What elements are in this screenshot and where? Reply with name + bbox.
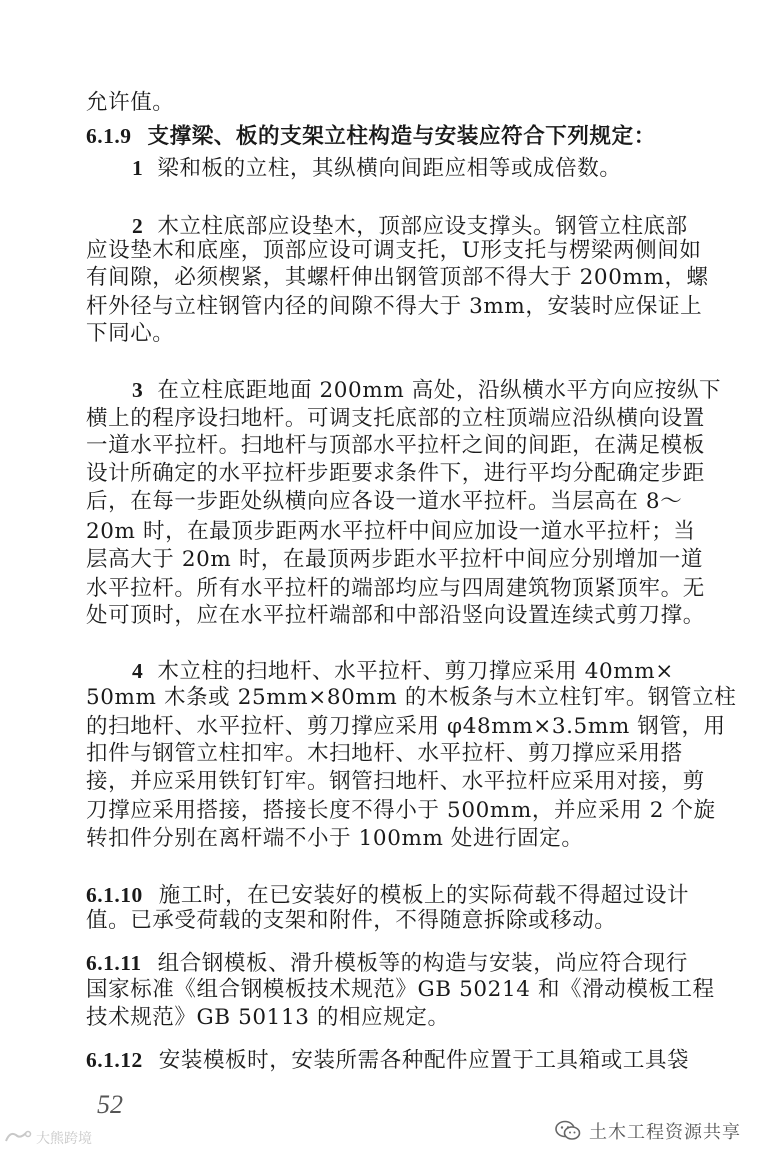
text-line <box>86 487 682 517</box>
clause-number: 6.1.9 <box>86 124 132 148</box>
line-text: 施工时，在已安装好的模板上的实际荷载不得超过设计 <box>158 883 690 908</box>
text-line <box>86 431 705 461</box>
clause-number: 6.1.12 <box>86 1048 143 1072</box>
line-text: 木立柱的扫地杆、水平拉杆、剪刀撑应采用 40mm× <box>157 659 674 684</box>
camera-icon <box>4 1129 32 1147</box>
line-text: 一道水平拉杆。扫地杆与顶部水平拉杆之间的间距，在满足模板 <box>86 433 705 458</box>
text-line <box>86 517 695 547</box>
text-line <box>86 459 705 489</box>
line-text: 接，并应采用铁钉钉牢。钢管扫地杆、水平拉杆应采用对接，剪 <box>86 769 705 794</box>
wechat-icon <box>555 1120 581 1142</box>
text-line <box>86 1045 689 1076</box>
line-text: 支撑梁、板的支架立柱构造与安装应符合下列规定： <box>147 124 656 149</box>
text-line <box>86 88 174 118</box>
line-text: 杆外径与立柱钢管内径的间隙不得大于 3mm，安装时应保证上 <box>86 294 703 319</box>
text-line <box>86 683 736 713</box>
text-line <box>86 263 709 293</box>
page-number: 52 <box>97 1090 123 1119</box>
source-watermark-text: 土木工程资源共享 <box>589 1122 741 1143</box>
text-line <box>86 975 715 1005</box>
line-text: 转扣件分别在离杆端不小于 100mm 处进行固定。 <box>86 826 584 851</box>
text-line <box>86 739 683 769</box>
text-line <box>86 712 726 742</box>
line-text: 有间隙，必须楔紧，其螺杆伸出钢管顶部不得大于 200mm，螺 <box>86 265 709 290</box>
text-line <box>86 236 701 266</box>
line-text: 允许值。 <box>86 90 175 115</box>
text-line <box>132 153 621 184</box>
line-text: 处可顶时，应在水平拉杆端部和中部沿竖向设置连续式剪刀撑。 <box>86 603 705 628</box>
line-text: 的扫地杆、水平拉杆、剪刀撑应采用 φ48mm×3.5mm 钢管，用 <box>86 714 726 739</box>
clause-number: 6.1.10 <box>86 883 143 907</box>
item-number: 1 <box>132 156 144 180</box>
text-line <box>86 121 656 152</box>
line-text: 20m 时，在最顶步距两水平拉杆中间应加设一道水平拉杆；当 <box>86 519 696 544</box>
text-line <box>86 824 583 854</box>
text-line <box>132 375 721 406</box>
text-line <box>86 404 705 434</box>
line-text: 水平拉杆。所有水平拉杆的端部均应与四周建筑物顶紧顶牢。无 <box>86 576 705 601</box>
line-text: 50mm 木条或 25mm×80mm 的木板条与木立柱钉牢。钢管立柱 <box>86 685 737 710</box>
item-number: 4 <box>132 659 144 683</box>
line-text: 刀撑应采用搭接，搭接长度不得小于 500mm，并应采用 2 个旋 <box>86 798 716 823</box>
line-text: 扣件与钢管立柱扣牢。木扫地杆、水平拉杆、剪刀撑应采用搭 <box>86 741 683 766</box>
item-number: 3 <box>132 378 144 402</box>
line-text: 下同心。 <box>86 321 175 346</box>
text-line <box>86 1003 450 1033</box>
line-text: 国家标准《组合钢模板技术规范》GB 50214 和《滑动模板工程 <box>86 977 715 1002</box>
source-watermark <box>555 1118 741 1144</box>
text-line <box>86 574 705 604</box>
line-text: 设计所确定的水平拉杆步距要求条件下，进行平均分配确定步距 <box>86 461 705 486</box>
line-text: 在立柱底距地面 200mm 高处，沿纵横水平方向应按纵下 <box>157 378 722 403</box>
text-line <box>86 319 174 349</box>
line-text: 横上的程序设扫地杆。可调支托底部的立柱顶端应沿纵横向设置 <box>86 406 705 431</box>
line-text: 木立柱底部应设垫木，顶部应设支撑头。钢管立柱底部 <box>157 214 688 239</box>
line-text: 值。已承受荷载的支架和附件，不得随意拆除或移动。 <box>86 908 617 933</box>
line-text: 组合钢模板、滑升模板等的构造与安装，尚应符合现行 <box>157 951 688 976</box>
line-text: 应设垫木和底座，顶部应设可调支托，U形支托与楞梁两侧间如 <box>86 238 702 263</box>
line-text: 后，在每一步距处纵横向应各设一道水平拉杆。当层高在 8～ <box>86 489 683 514</box>
text-line <box>86 906 616 936</box>
corner-watermark-text: 大熊跨境 <box>36 1131 92 1147</box>
text-line <box>86 796 716 826</box>
text-line <box>86 292 702 322</box>
text-line <box>86 767 705 797</box>
line-text: 层高大于 20m 时，在最顶两步距水平拉杆中间应分别增加一道 <box>86 547 703 572</box>
line-text: 梁和板的立柱，其纵横向间距应相等或成倍数。 <box>157 156 622 181</box>
text-line <box>86 545 703 575</box>
line-text: 安装模板时，安装所需各种配件应置于工具箱或工具袋 <box>158 1048 690 1073</box>
clause-number: 6.1.11 <box>86 951 142 975</box>
text-line <box>86 601 705 631</box>
item-number: 2 <box>132 214 144 238</box>
line-text: 技术规范》GB 50113 的相应规定。 <box>86 1005 450 1030</box>
corner-watermark <box>4 1128 92 1148</box>
